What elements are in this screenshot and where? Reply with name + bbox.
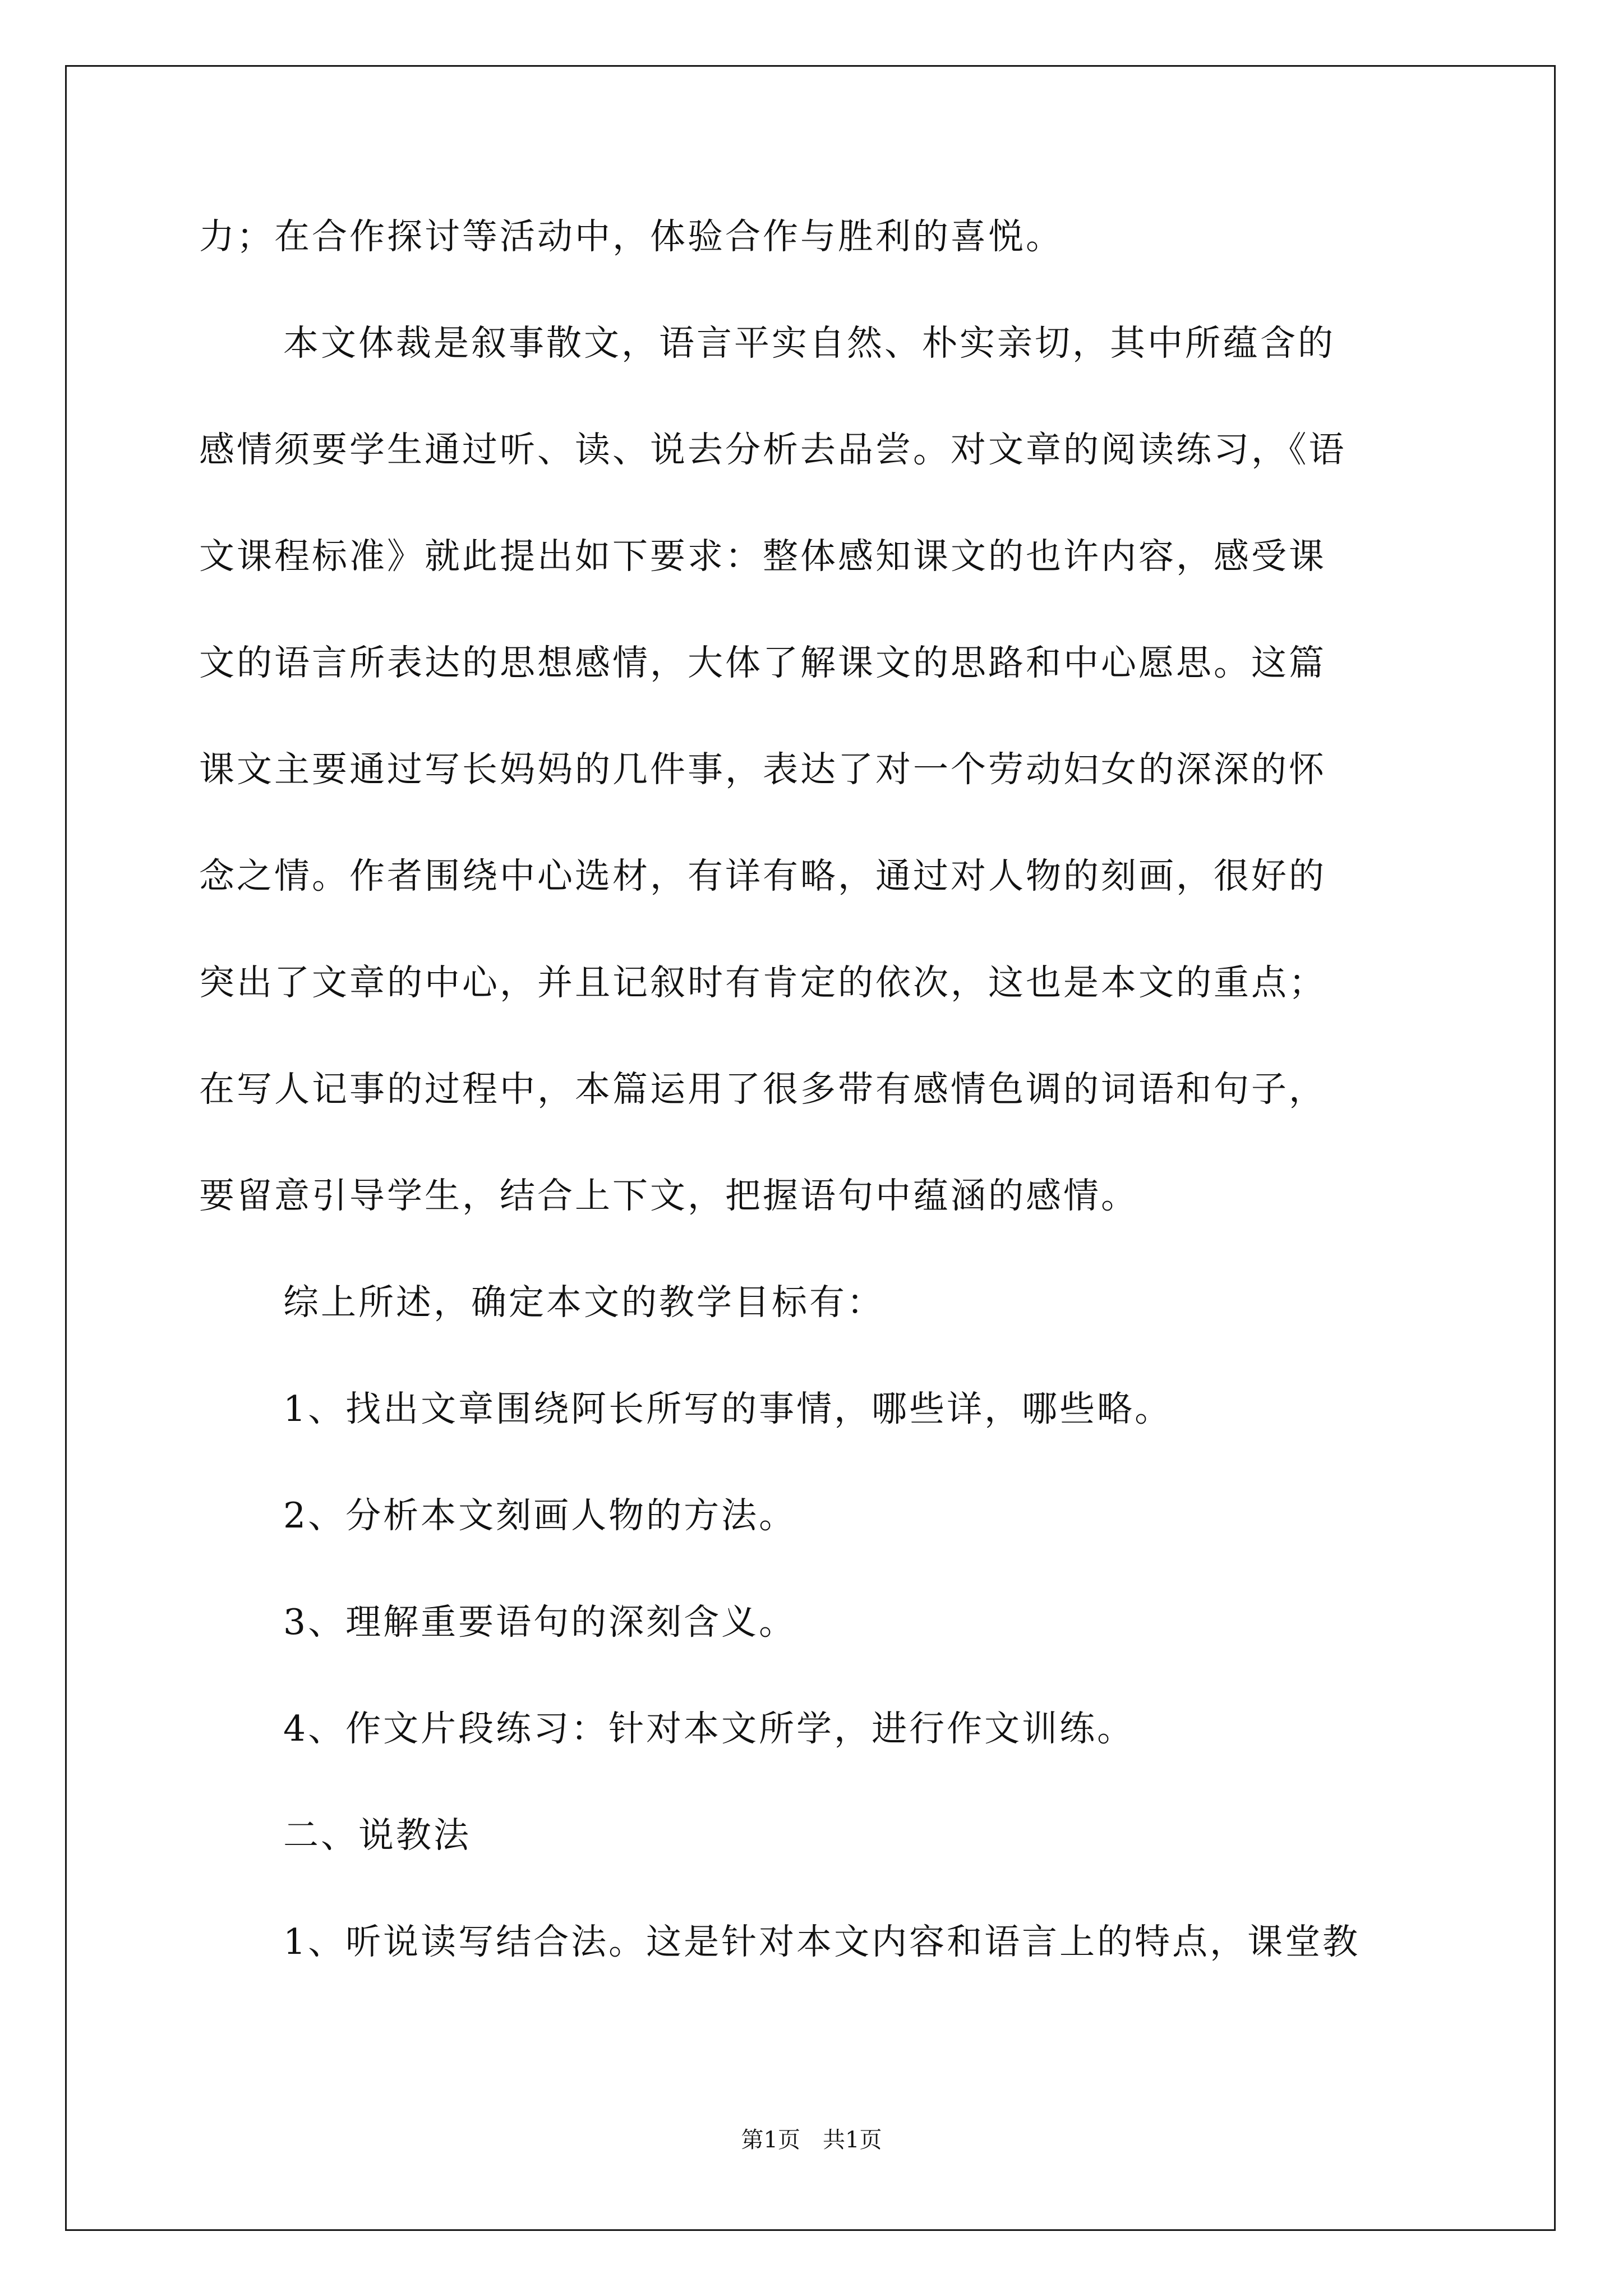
objective-item-2: 2、分析本文刻画人物的方法。 [283,1495,797,1536]
objective-item-3: 3、理解重要语句的深刻含义。 [283,1602,797,1642]
objective-item-4: 4、作文片段练习：针对本文所学，进行作文训练。 [283,1708,1135,1749]
text-line-1: 力；在合作探讨等活动中，体验合作与胜利的喜悦。 [199,216,1063,257]
page-footer [0,2126,1623,2154]
page-border [65,65,1556,2231]
text-line-4: 文课程标准》就此提出如下要求：整体感知课文的也许内容，感受课 [199,536,1326,577]
text-line-3: 感情须要学生通过听、读、说去分析去品尝。对文章的阅读练习，《语 [199,429,1347,470]
text-line-9: 在写人记事的过程中，本篇运用了很多带有感情色调的词语和句子， [199,1069,1326,1110]
text-line-17: 1、听说读写结合法。这是针对本文内容和语言上的特点，课堂教 [283,1921,1361,1962]
page-number: 第1页 [741,2127,800,2153]
text-line-5: 文的语言所表达的思想感情，大体了解课文的思路和中心愿思。这篇 [199,642,1326,683]
text-line-11: 综上所述，确定本文的教学目标有： [283,1282,884,1323]
text-line-2: 本文体裁是叙事散文，语言平实自然、朴实亲切，其中所蕴含的 [283,323,1335,364]
text-line-8: 突出了文章的中心，并且记叙时有肯定的依次，这也是本文的重点； [199,962,1326,1003]
text-line-10: 要留意引导学生，结合上下文，把握语句中蕴涵的感情。 [199,1175,1138,1216]
text-line-7: 念之情。作者围绕中心选材，有详有略，通过对人物的刻画，很好的 [199,855,1326,896]
objective-item-1: 1、找出文章围绕阿长所写的事情，哪些详，哪些略。 [283,1388,1173,1429]
text-line-6: 课文主要通过写长妈妈的几件事，表达了对一个劳动妇女的深深的怀 [199,749,1326,790]
page-total: 共1页 [823,2127,882,2153]
section-heading: 二、说教法 [283,1815,471,1856]
